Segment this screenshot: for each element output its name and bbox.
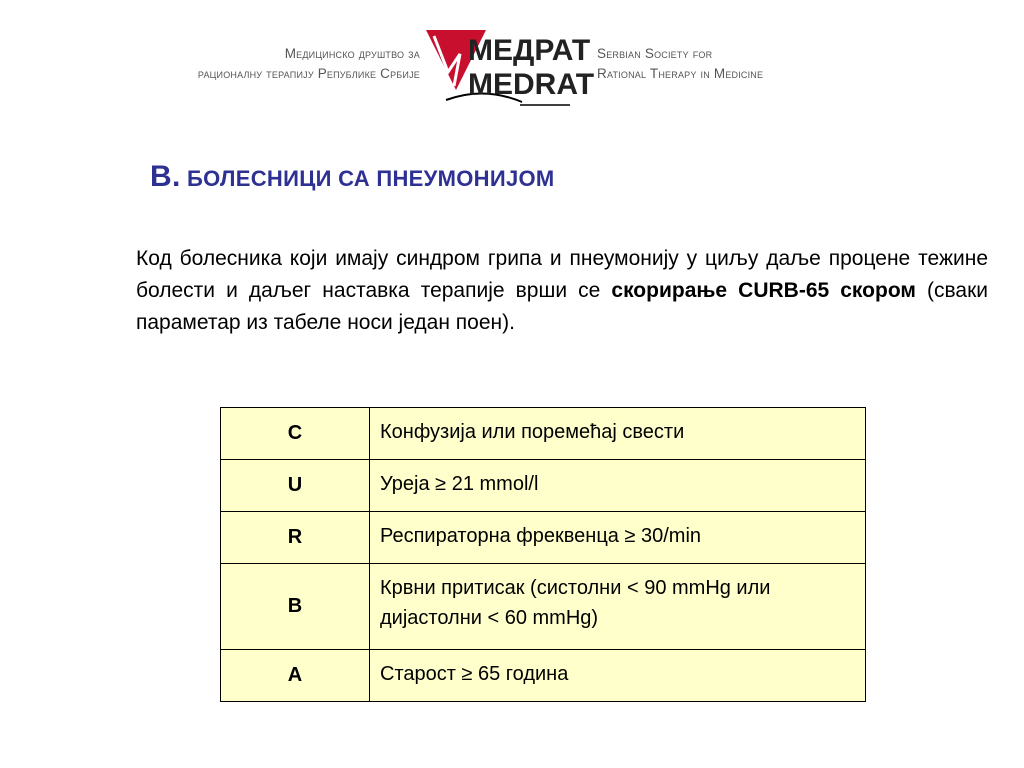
- logo-text-bottom: MEDRAT: [468, 68, 595, 101]
- org-name-serbian-line1: Медицинско друштво за: [284, 46, 420, 61]
- criterion-letter: C: [221, 408, 370, 460]
- org-name-serbian: [80, 44, 420, 84]
- criterion-description: Уреја ≥ 21 mmol/l: [370, 460, 866, 512]
- org-name-english-line1: Serbian Society for: [597, 46, 713, 61]
- curb65-table: [220, 407, 866, 702]
- section-letter: B.: [150, 160, 181, 193]
- paragraph-text-after: (сваки параметар из табеле носи један поен).: [136, 279, 988, 334]
- criterion-letter: A: [221, 650, 370, 702]
- intro-paragraph: [136, 243, 988, 339]
- section-title: БОЛЕСНИЦИ СА ПНЕУМОНИЈОМ: [187, 166, 555, 191]
- criterion-description: Конфузија или поремећај свести: [370, 408, 866, 460]
- org-name-english: [597, 44, 857, 84]
- logo-text-top: МЕДРАТ: [468, 34, 591, 67]
- table-row: [221, 564, 866, 650]
- criterion-letter: R: [221, 512, 370, 564]
- table-row: [221, 650, 866, 702]
- medrat-logo: [424, 26, 595, 110]
- criterion-description: Крвни притисак (систолни < 90 mmHg или дијастолни < 60 mmHg): [370, 564, 866, 650]
- org-name-english-line2: Rational Therapy in Medicine: [597, 66, 764, 81]
- criterion-description: Респираторна фреквенца ≥ 30/min: [370, 512, 866, 564]
- section-heading: [150, 160, 555, 194]
- criterion-letter: U: [221, 460, 370, 512]
- criterion-description: Старост ≥ 65 година: [370, 650, 866, 702]
- table-row: [221, 408, 866, 460]
- paragraph-bold-text: скорирање CURB-65 скором: [611, 279, 916, 302]
- org-name-serbian-line2: рационалну терапију Републике Србије: [197, 66, 420, 81]
- table-row: [221, 512, 866, 564]
- paragraph-text-before: Код болесника који имају синдром грипа и пнеумонију у циљу даље процене тежине болести и даљег наставка терапије врши се: [136, 247, 988, 302]
- table-row: [221, 460, 866, 512]
- criterion-letter: B: [221, 564, 370, 650]
